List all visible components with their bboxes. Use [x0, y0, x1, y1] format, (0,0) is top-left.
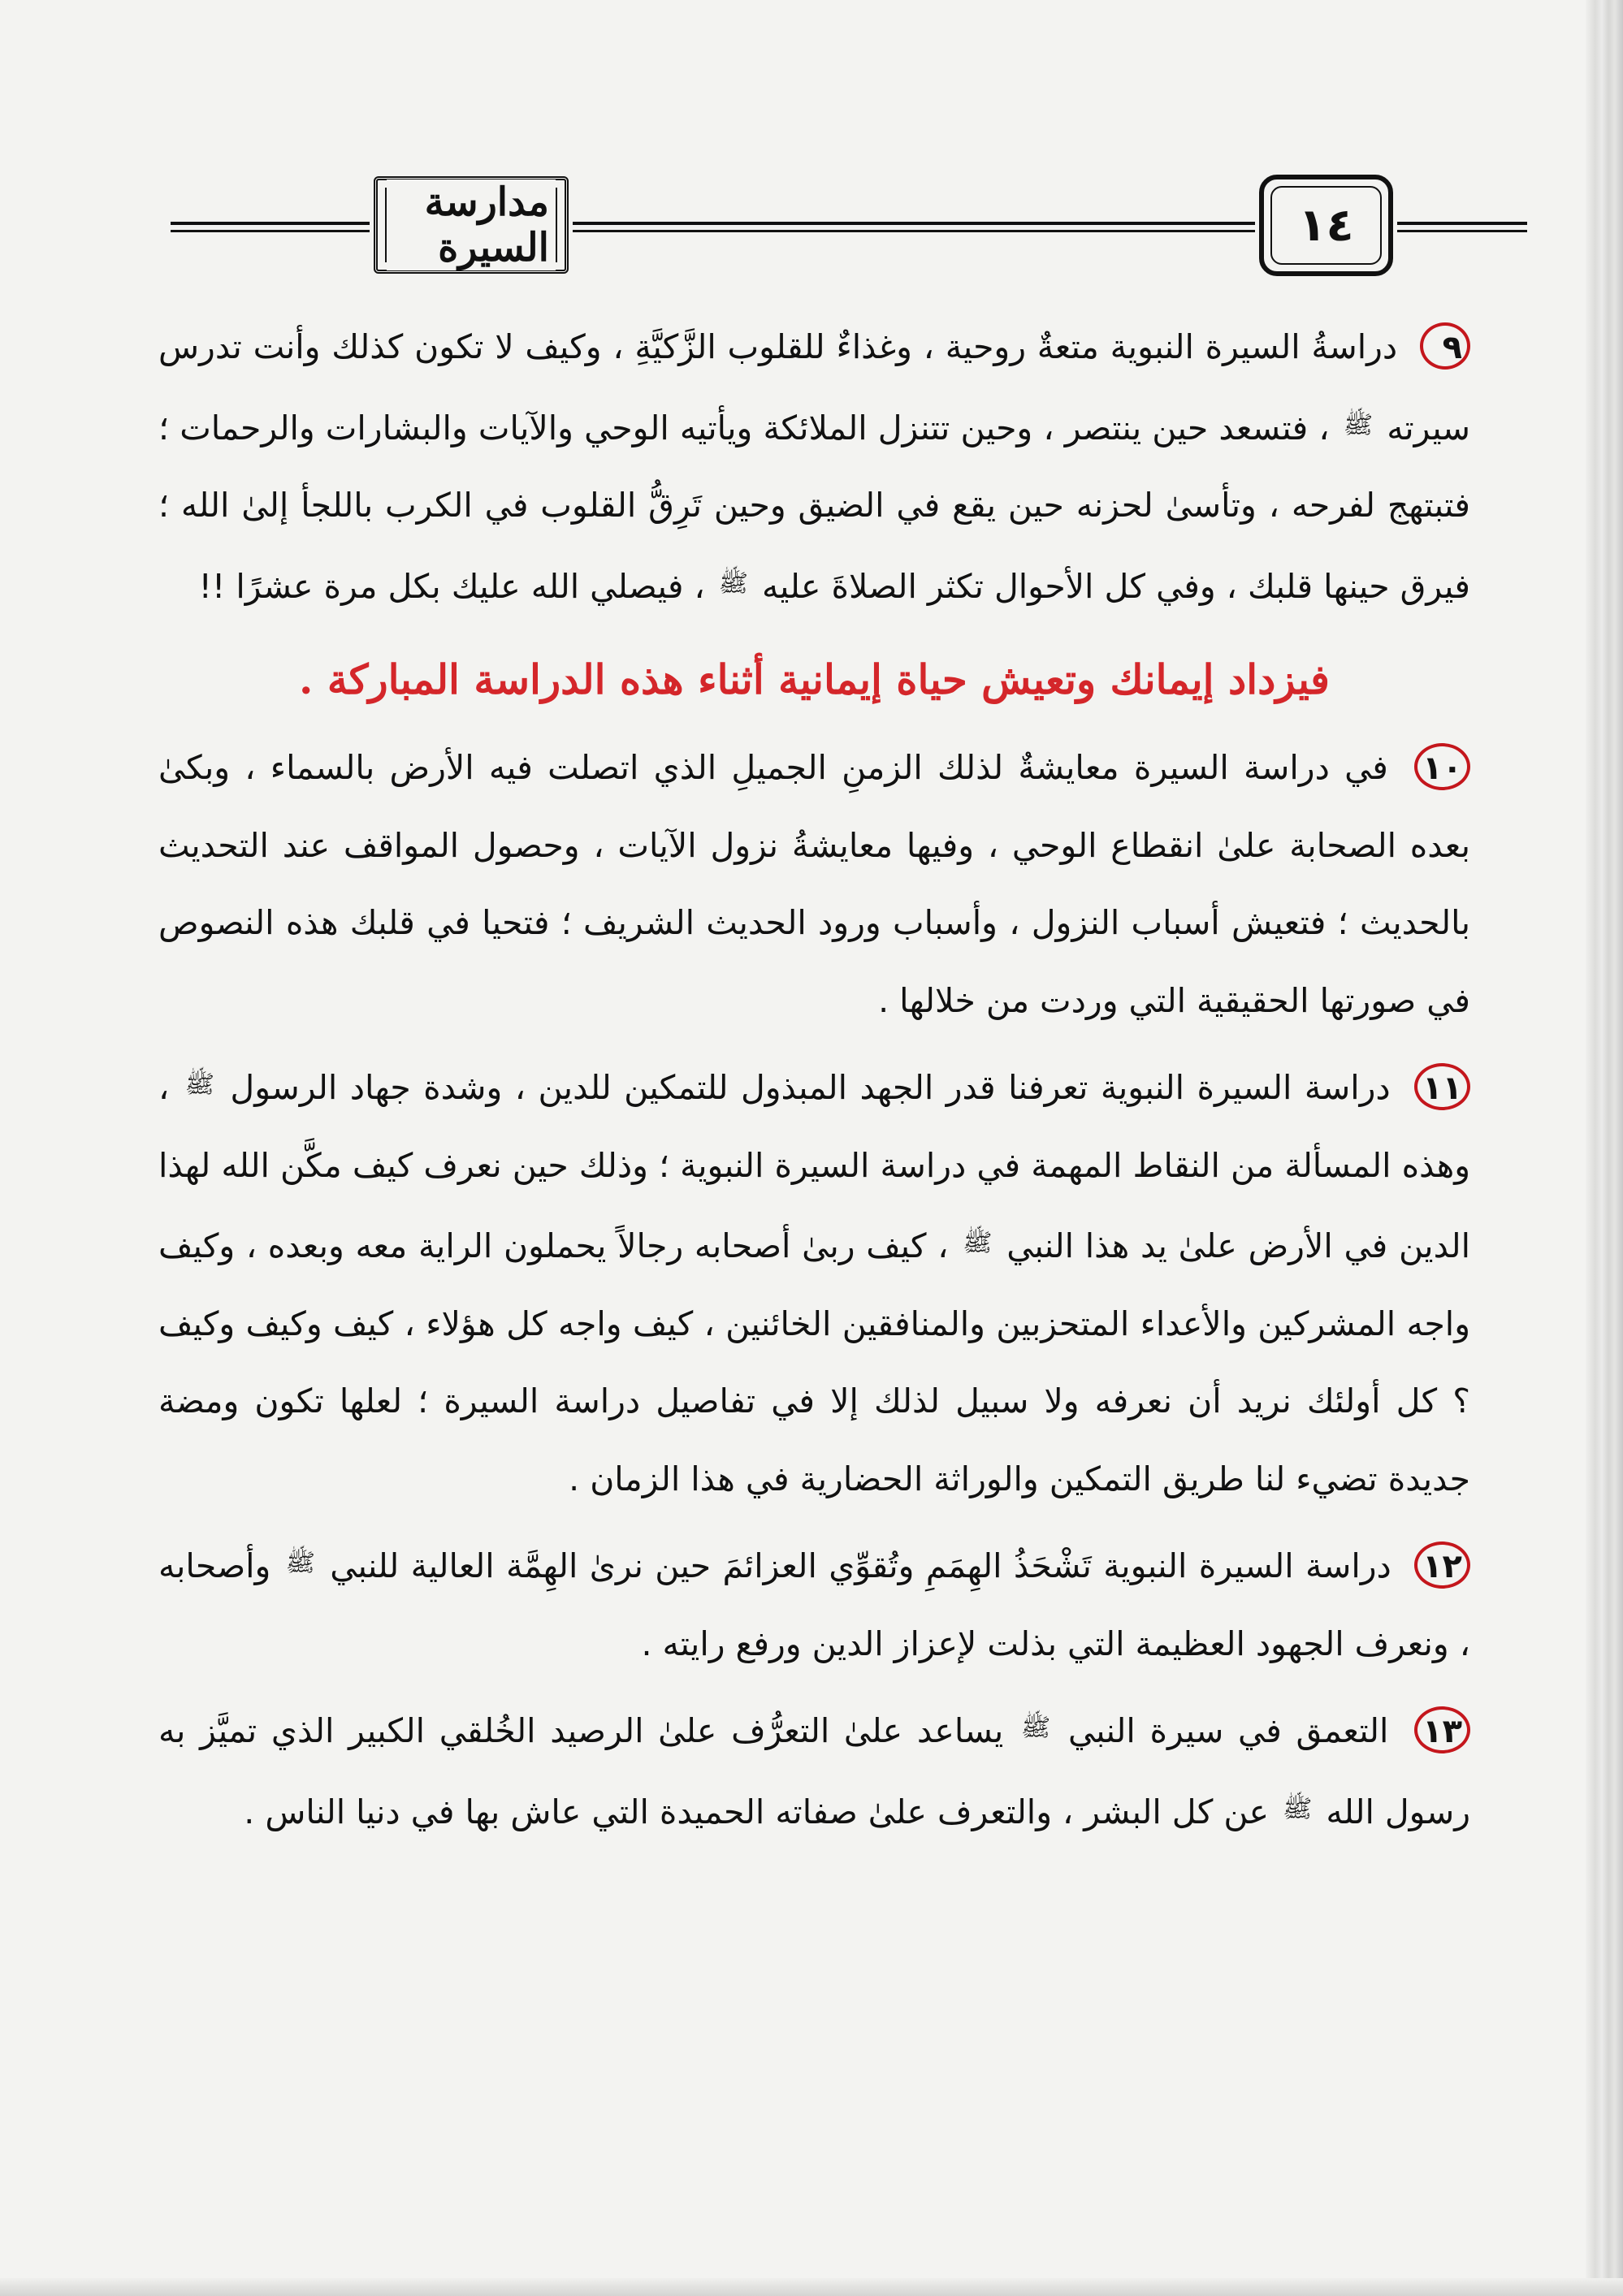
paragraph-text: وأصحابه ، ونعرف الجهود العظيمة التي بذلت لإعزاز الدين ورفع رايته . — [158, 1546, 1470, 1663]
paragraph-spacer — [158, 1518, 1470, 1524]
paragraph-text: يساعد علىٰ التعرُّف علىٰ الرصيد الخُلقي الكبير الذي تميَّز به رسول الله — [158, 1711, 1470, 1831]
paragraph-9 — [158, 309, 1470, 625]
paragraph-10 — [158, 729, 1470, 1040]
item-number-badge: ١٠ — [1414, 743, 1470, 790]
item-number-badge: ٩ — [1420, 322, 1470, 370]
page-edge-right — [1586, 0, 1623, 2296]
salawat-honorific-icon: ﷺ — [1021, 1714, 1051, 1742]
page-number: ١٤ — [1298, 199, 1354, 252]
highlight-sentence: فيزداد إيمانك وتعيش حياة إيمانية أثناء هذه الدراسة المباركة . — [299, 655, 1330, 703]
page-header — [171, 175, 1373, 280]
paragraph-text: عن كل البشر ، والتعرف علىٰ صفاته الحميدة التي عاش بها في دنيا الناس . — [244, 1792, 1270, 1831]
running-title: مدارسة السيرة — [387, 179, 556, 270]
paragraph-13 — [158, 1689, 1470, 1851]
page-number-inner-frame — [1270, 186, 1382, 265]
header-rule-middle — [573, 222, 1255, 232]
paragraph-text: في دراسة السيرة معايشةٌ لذلك الزمنِ الجميلِ الذي اتصلت فيه الأرض بالسماء ، وبكىٰ بعده الصحابة علىٰ انقطاع الوحي ، وفيها معايشةُ نزول الآيات ، وحصول المواقف عند التحديث بالحديث ؛ فتعيش أسباب النزول ، وأسباب ورود الحديث الشريف ؛ فتحيا في قلبك هذه النصوص في صورتها الحقيقية التي وردت من خلالها . — [158, 748, 1470, 1020]
running-title-inner-frame — [385, 179, 557, 270]
header-rule-right — [1397, 222, 1527, 232]
paragraph-spacer — [158, 1683, 1470, 1689]
page-body — [158, 309, 1470, 1851]
running-title-frame — [374, 176, 569, 274]
item-number-badge: ١٣ — [1414, 1706, 1470, 1753]
paragraph-text: دراسة السيرة النبوية تَشْحَذُ الهِمَمِ وتُقوِّي العزائمَ حين نرىٰ الهِمَّة العالية للنبي — [330, 1546, 1391, 1585]
paragraph-12 — [158, 1524, 1470, 1683]
paragraph-text: دراسة السيرة النبوية تعرفنا قدر الجهد المبذول للتمكين للدين ، وشدة جهاد الرسول — [230, 1068, 1391, 1107]
item-number-badge: ١١ — [1414, 1063, 1470, 1110]
salawat-honorific-icon: ﷺ — [285, 1549, 315, 1577]
salawat-honorific-icon: ﷺ — [1283, 1794, 1313, 1823]
paragraph-text: ، فتسعد حين ينتصر ، وحين تتنزل الملائكة ويأتيه الوحي والآيات والبشارات والرحمات ؛ فتبتهج لفرحه ، وتأسىٰ لحزنه حين يقع في الضيق وحين تَرِقُّ القلوب في الكرب باللجأ إلىٰ الله ؛ فيرق حينها قلبك ، وفي كل الأحوال تكثر الصلاةَ عليه — [158, 408, 1470, 606]
paragraph-text: ، كيف ربىٰ أصحابه رجالاً يحملون الراية معه وبعده ، وكيف واجه المشركين والأعداء المتحزبين والمنافقين الخائنين ، كيف واجه كل هؤلاء ، كيف وكيف وكيف ؟ كل أولئك نريد أن نعرفه ولا سبيل لذلك إلا في تفاصيل دراسة السيرة ؛ لعلها تكون ومضة جديدة تضيء لنا طريق التمكين والوراثة الحضارية في هذا الزمان . — [158, 1226, 1470, 1498]
header-rule-left — [171, 222, 370, 232]
paragraph-text: ، فيصلي الله عليك بكل مرة عشرًا !! — [198, 566, 705, 606]
salawat-honorific-icon: ﷺ — [963, 1229, 993, 1257]
item-number-badge: ١٢ — [1414, 1541, 1470, 1589]
paragraph-text: ، وهذه المسألة من النقاط المهمة في دراسة السيرة النبوية ؛ وذلك حين نعرف كيف مكَّن الله لهذا الدين في الأرض علىٰ يد هذا النبي — [158, 1068, 1470, 1265]
salawat-honorific-icon: ﷺ — [718, 569, 748, 598]
paragraph-spacer — [158, 1040, 1470, 1046]
paragraph-text: التعمق في سيرة النبي — [1068, 1711, 1389, 1750]
salawat-honorific-icon: ﷺ — [184, 1070, 214, 1099]
paragraph-text: دراسةُ السيرة النبوية متعةٌ روحية ، وغذاءٌ للقلوب الزَّكيَّةِ ، وكيف لا تكون كذلك وأنت تدرس سيرته — [158, 327, 1470, 448]
page-number-frame — [1259, 175, 1393, 276]
page-edge-bottom — [0, 2278, 1623, 2296]
salawat-honorific-icon: ﷺ — [1343, 410, 1374, 439]
paragraph-11 — [158, 1046, 1470, 1518]
